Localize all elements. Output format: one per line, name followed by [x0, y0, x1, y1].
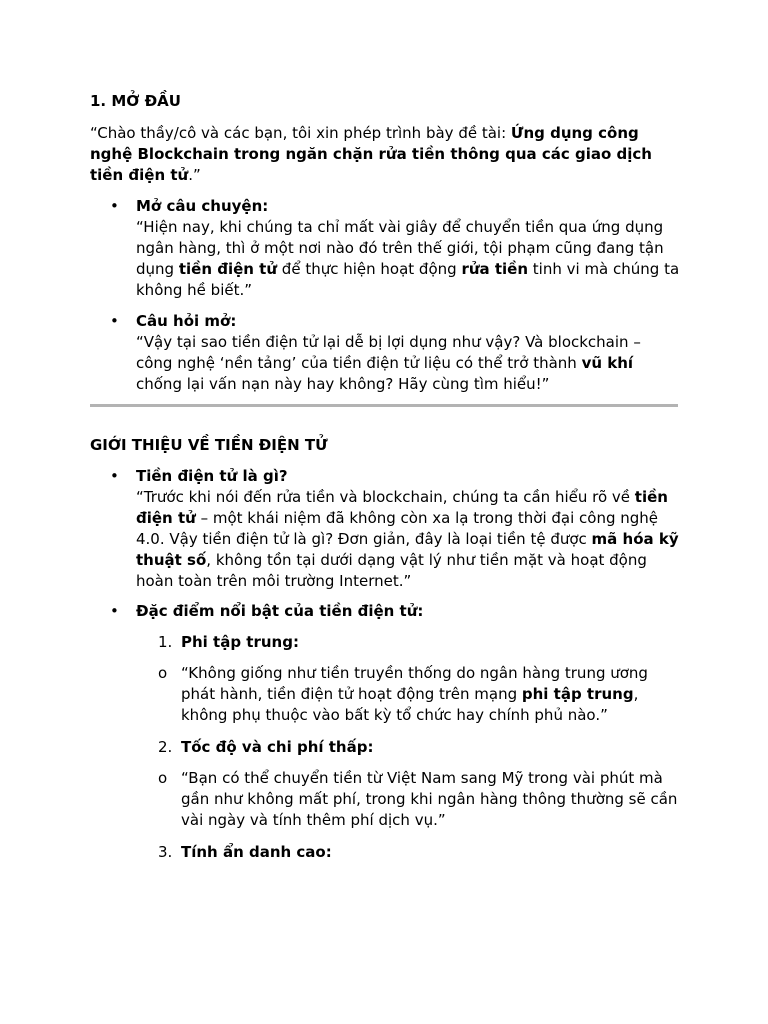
features-label: Đặc điểm nổi bật của tiền điện tử: [136, 602, 424, 620]
section-heading-crypto: GIỚI THIỆU VỀ TIỀN ĐIỆN TỬ [90, 436, 328, 454]
feature-number: 3. [158, 843, 173, 861]
feature-number: 2. [158, 738, 173, 756]
feature-number: 1. [158, 633, 173, 651]
question-text: “Vậy tại sao tiền điện tử lại dễ bị lợi dụng như vậy? Và blockchain – công nghệ ‘nền tảng’ của tiền điện tử liệu có thể trở thành vũ khí chống lại vấn nạn này hay không? Hãy cùng tìm hiểu!” [136, 333, 641, 393]
section-heading-intro: 1. MỞ ĐẦU [90, 92, 181, 110]
bullet-mark: • [110, 312, 119, 330]
bullet-mark: • [110, 602, 119, 620]
sub-bullet-mark: o [158, 664, 168, 682]
bullet-mark: • [110, 197, 119, 215]
intro-paragraph: “Chào thầy/cô và các bạn, tôi xin phép trình bày đề tài: Ứng dụng công nghệ Blockchain trong ngăn chặn rửa tiền thông qua các giao dịch tiền điện tử.” [90, 124, 652, 184]
bullet-mark: • [110, 467, 119, 485]
story-label: Mở câu chuyện: [136, 197, 269, 215]
horizontal-divider [90, 404, 678, 407]
question-label: Câu hỏi mở: [136, 312, 237, 330]
feature-title: Tốc độ và chi phí thấp: [181, 738, 374, 756]
feature-title: Phi tập trung: [181, 633, 299, 651]
story-text: “Hiện nay, khi chúng ta chỉ mất vài giây để chuyển tiền qua ứng dụng ngân hàng, thì ở một nơi nào đó trên thế giới, tội phạm cũng đang tận dụng tiền điện tử để thực hiện hoạt động rửa tiền tinh vi mà chúng ta không hề biết.” [136, 218, 680, 299]
feature-text: “Bạn có thể chuyển tiền từ Việt Nam sang Mỹ trong vài phút mà gần như không mất phí, trong khi ngân hàng thông thường sẽ cần vài ngày và tính thêm phí dịch vụ.” [181, 769, 678, 829]
feature-title: Tính ẩn danh cao: [181, 843, 332, 861]
feature-text: “Không giống như tiền truyền thống do ngân hàng trung ương phát hành, tiền điện tử hoạt động trên mạng phi tập trung, không phụ thuộc vào bất kỳ tổ chức hay chính phủ nào.” [181, 664, 648, 724]
what-text: “Trước khi nói đến rửa tiền và blockchain, chúng ta cần hiểu rõ về tiền điện tử – một khái niệm đã không còn xa lạ trong thời đại công nghệ 4.0. Vậy tiền điện tử là gì? Đơn giản, đây là loại tiền tệ được mã hóa kỹ thuật số, không tồn tại dưới dạng vật lý như tiền mặt và hoạt động hoàn toàn trên môi trường Internet.” [136, 488, 679, 590]
sub-bullet-mark: o [158, 769, 168, 787]
what-label: Tiền điện tử là gì? [136, 467, 288, 485]
